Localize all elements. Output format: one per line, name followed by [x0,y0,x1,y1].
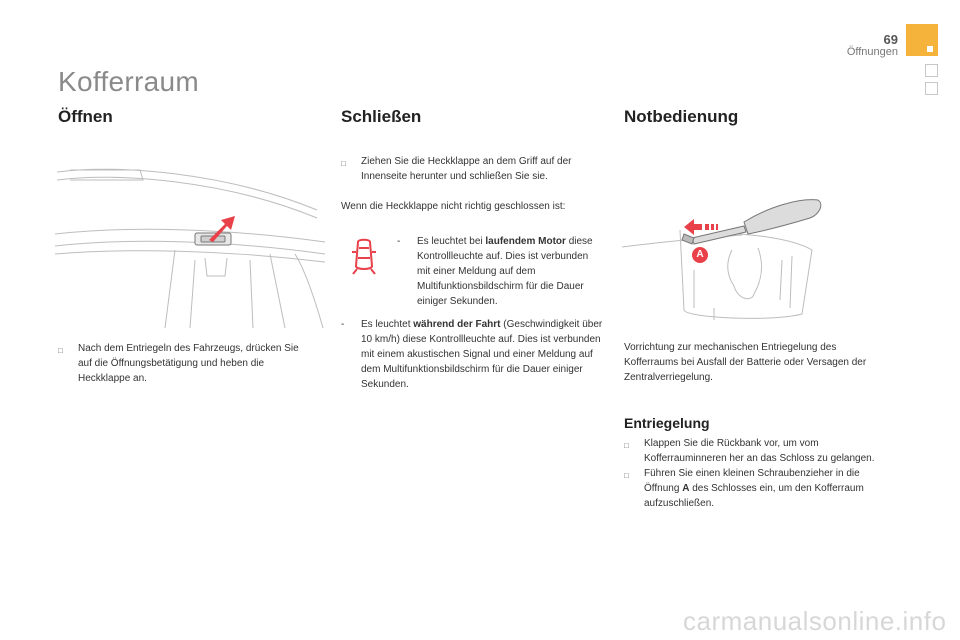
heading-close: Schließen [341,107,422,126]
emergency-lock-illustration [622,190,822,325]
section-tab-label: Öffnungen [846,46,898,58]
watermark: carmanualsonline.info [683,606,947,636]
heading-unlocking: Entriegelung [624,415,710,431]
warning-while-driving [341,317,603,392]
tailgate-handle-illustration [55,150,325,328]
checkbox-bullet-icon: □ [58,346,63,355]
unlock-step-2-emphasis: A [682,483,690,494]
checkbox-bullet-icon: □ [341,159,346,168]
open-step-text: Nach dem Entriegeln des Fahrzeugs, drücken Sie auf die Öffnungsbetätigung und heben die Heckklappe an. [78,343,299,384]
checkbox-bullet-icon: □ [624,441,629,450]
chapter-tab-outline[interactable] [925,64,938,77]
chapter-tab-outline[interactable] [925,82,938,95]
close-step-text: Ziehen Sie die Heckklappe an dem Griff auf der Innenseite herunter und schließen Sie sie. [361,156,572,182]
dash-marker: - [341,319,345,330]
heading-emergency: Notbedienung [624,107,739,126]
dash-marker: - [397,236,401,247]
item2-rest: (Geschwindigkeit über 10 km/h) diese Kontrollleuchte auf. Dies ist verbunden mit einem akustischen Signal und einer Meldung auf dem Multifunktionsbildschirm für die Dauer einiger Sekunden. [361,319,603,390]
page-title: Kofferraum [58,66,199,97]
page-number: 69 [883,32,898,47]
unlock-step-1: Klappen Sie die Rückbank vor, um vom Kofferrauminneren her an das Schloss zu gelangen. [644,438,875,464]
item1-emphasis: laufendem Motor [485,236,566,247]
unlocking-instructions [624,436,886,511]
car-open-trunk-warning-icon [349,236,379,276]
item2-emphasis: während der Fahrt [413,319,501,330]
close-instructions [341,154,596,184]
close-intro: Wenn die Heckklappe nicht richtig geschlossen ist: [341,201,566,212]
chapter-tab[interactable] [906,24,938,56]
item1-prefix: Es leuchtet bei [417,236,486,247]
open-instructions [58,341,303,386]
warning-running-engine [397,234,602,309]
marker-a: A [692,247,708,263]
item1-rest: diese Kontrollleuchte auf. Dies ist verbunden mit einer Meldung auf dem Multifunktionsbildschirm für die Dauer einiger Sekunden. [417,236,593,307]
heading-open: Öffnen [58,107,113,126]
unlock-step-2-rest: des Schlosses ein, um den Kofferraum aufzuschließen. [644,483,864,509]
checkbox-bullet-icon: □ [624,471,629,480]
tab-marker-icon [927,46,933,52]
emergency-caption: Vorrichtung zur mechanischen Entriegelung des Kofferraums bei Ausfall der Batterie oder Versagen der Zentralverriegelung. [624,342,867,383]
item2-prefix: Es leuchtet [361,319,414,330]
unlock-step-2-prefix: Führen Sie einen kleinen Schraubenzieher in die Öffnung [644,468,860,494]
